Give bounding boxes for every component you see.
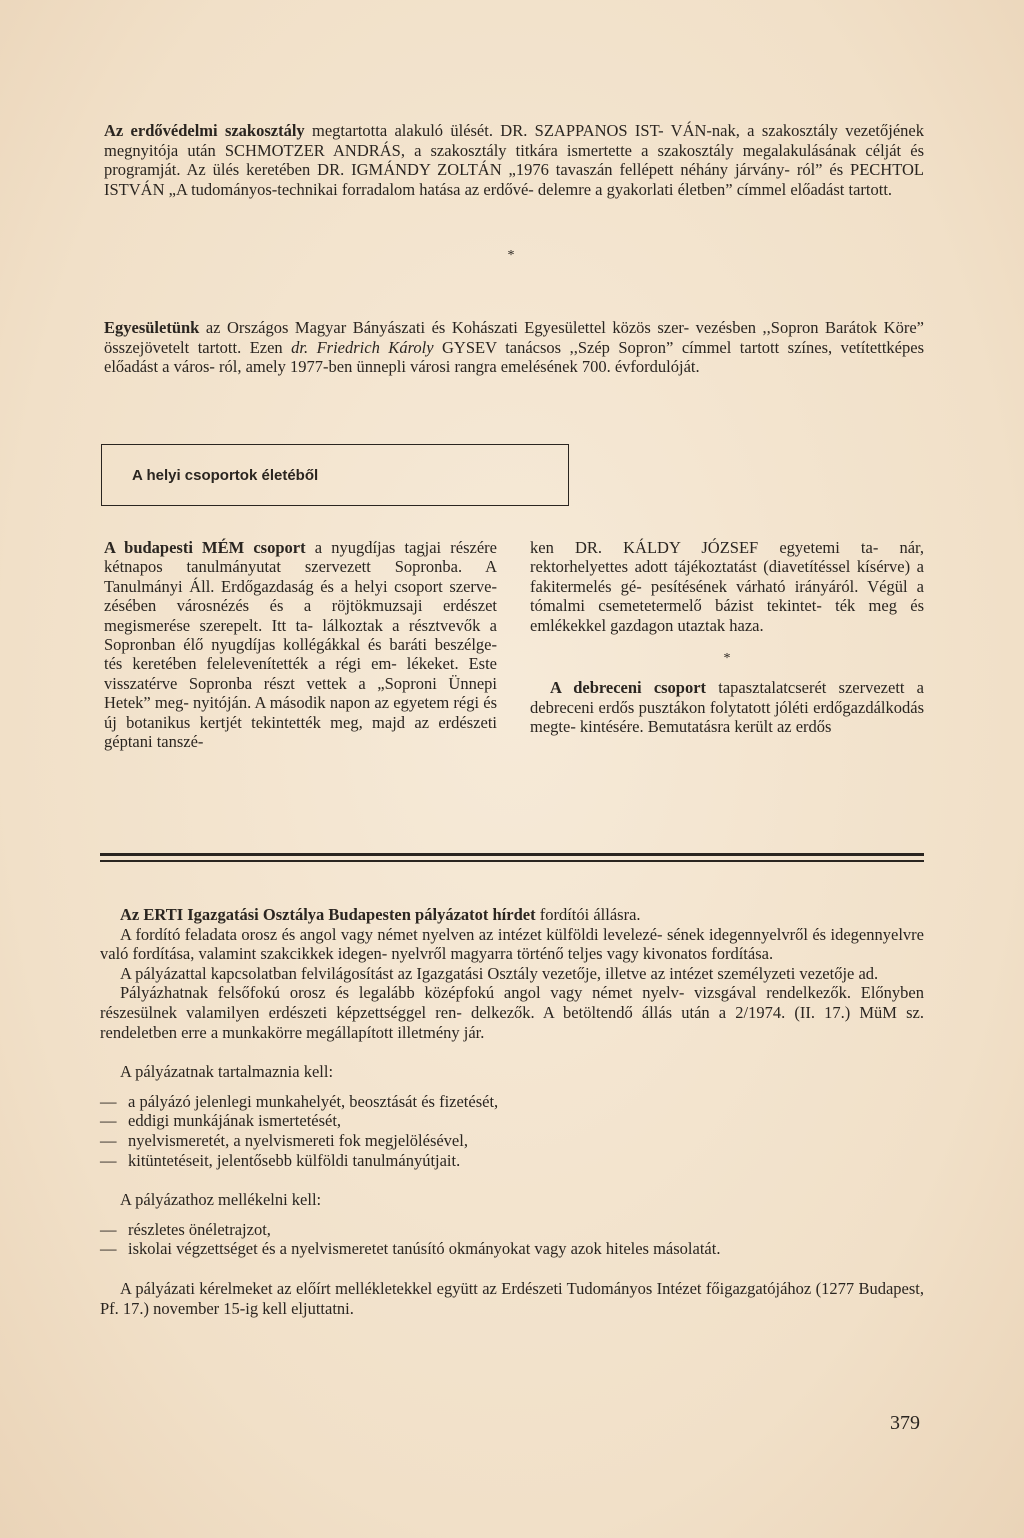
column-right [530, 538, 924, 737]
list-item [100, 1131, 924, 1151]
paragraph-association-event [104, 318, 924, 377]
list-item-text: iskolai végzettséget és a nyelvismeretet tanúsító okmányokat vagy azok hiteles másolatát. [128, 1239, 721, 1259]
section-text: az Országos Magyar Bányászati és Kohászati Egyesülettel közös szer- vezésben ,,Sopron Barátok Köre” összejövetelt tartott. Ezen [104, 318, 924, 357]
group-name-bold: A debreceni csoport [550, 678, 707, 698]
dash-marker: — [100, 1219, 117, 1239]
paragraph-forest-protection-section [104, 121, 924, 199]
section-heading-box [101, 444, 569, 506]
attachments-list [100, 1220, 924, 1259]
column-text: tapasztalatcserét szervezett a debreceni erdős pusztákon folytatott jóléti erdőgazdálkodás megte- kintésére. Bemutatásra került az erdős [530, 678, 924, 737]
announcement-paragraph: Pályázhatnak felsőfokú orosz és legalább középfokú angol vagy német nyelv- vizsgával rendelkezők. Előnyben részesülnek valamilyen erdészeti képzettséggel ren- delkezők. A betöltendő állás után a 2/1974. (II. 17.) MüM sz. rendeletben erre a munkakörre megállapított illetmény jár. [100, 983, 924, 1042]
list-item [100, 1220, 924, 1240]
announcement-paragraph: A pályázattal kapcsolatban felvilágosítást az Igazgatási Osztály vezetője, illetve az intézet személyzeti vezetője ad. [120, 963, 879, 983]
dash-marker: — [100, 1091, 117, 1111]
announcement-lead [100, 905, 924, 925]
column-text: a nyugdíjas tagjai részére kétnapos tanulmányutat szervezett Sopronba. A Tanulmányi Áll. Erdőgazdaság és a helyi csoport szerve- zésében városnézés és a röjtökmuzsaji erdészet megismerése szerepelt. Itt ta- lálkoztak a résztvevők a Sopronban élő nyugdíjas kollégákkal és baráti beszélge- tés keretében felelevenítették a régi em- lékeket. Este visszatérve Sopronba részt vettek a „Soproni Ünnepi Hetek” meg- nyitóján. A második napon az egyetem régi és új botanikus kertjét tekintették meg, majd az erdészeti géptani tanszé- [104, 538, 497, 752]
section-lead-bold: Az erdővédelmi szakosztály [104, 121, 305, 140]
column-text: ken DR. KÁLDY JÓZSEF egyetemi ta- nár, rektorhelyettes adott tájékoztatást (diavetítéssel kísérve) a fakitermelés gé- pesítésének várható irányáról. Végül a tómalmi csemetetermelő bázist tekintet- ték meg és emlékekkel gazdagon utaztak haza. [530, 538, 924, 635]
divider-rule-top [100, 853, 924, 856]
section-lead-bold: Egyesületünk [104, 318, 200, 337]
dash-marker: — [100, 1130, 117, 1150]
divider-rule-bottom [100, 860, 924, 862]
dash-marker: — [100, 1239, 117, 1259]
list-item-text: nyelvismeretét, a nyelvismereti fok megjelölésével, [128, 1130, 468, 1150]
separator-star: * [723, 651, 731, 667]
announcement-lead-rest: fordítói állásra. [535, 905, 641, 924]
announcement [100, 905, 924, 1318]
closing-paragraph: A pályázati kérelmeket az előírt mellékletekkel együtt az Erdészeti Tudományos Intézet főigazgatójához (1277 Budapest, Pf. 17.) november 15-ig kell eljuttatni. [100, 1278, 924, 1318]
list-item [100, 1111, 924, 1131]
group-name-bold: A budapesti MÉM csoport [104, 538, 306, 557]
requirements-heading: A pályázatnak tartalmaznia kell: [120, 1062, 334, 1082]
section-heading: A helyi csoportok életéből [132, 467, 319, 484]
list-item [100, 1151, 924, 1171]
dash-marker: — [100, 1111, 117, 1131]
announcement-lead-bold: Az ERTI Igazgatási Osztálya Budapesten pályázatot hírdet [120, 905, 536, 924]
attachments-heading: A pályázathoz mellékelni kell: [120, 1190, 322, 1210]
separator-star: * [507, 248, 515, 263]
page-number: 379 [890, 1412, 920, 1434]
list-item-text: részletes önéletrajzot, [128, 1219, 271, 1239]
column-paragraph [530, 678, 924, 736]
section-text: megtartotta alakuló ülését. DR. SZAPPANOS IST- VÁN-nak, a szakosztály vezetőjének megnyitója után SCHMOTZER ANDRÁS, a szakosztály titkára ismertette a szakosztály megalakulásának célját és programját. Az ülés keretében DR. IGMÁNDY ZOLTÁN „1976 tavaszán fellépett néhány járvány- ról” és PECHTOL ISTVÁN „A tudományos-technikai forradalom hatása az erdővé- delemre a gyakorlati életben” címmel előadást tartott. [104, 121, 924, 199]
section-text: GYSEV tanácsos ,,Szép Sopron” címmel tartott színes, vetítettképes előadást a város- ról, amely 1977-ben ünnepli városi rangra emelésének 700. évfordulóját. [104, 337, 924, 377]
requirements-list [100, 1092, 924, 1170]
dash-marker: — [100, 1150, 117, 1170]
list-item [100, 1239, 924, 1259]
announcement-paragraph: A fordító feladata orosz és angol vagy német nyelven az intézet külföldi levelezé- sének idegennyelvről és idegennyelvre való fordítása, valamint szakcikkek idegen- nyelvről magyarra történő teljes vagy kivonatos fordítása. [100, 924, 924, 964]
list-item-text: eddigi munkájának ismertetését, [128, 1111, 342, 1131]
list-item-text: kitüntetéseit, jelentősebb külföldi tanulmányútjait. [128, 1150, 461, 1170]
list-item [100, 1092, 924, 1112]
speaker-name: dr. Friedrich Károly [291, 337, 434, 357]
list-item-text: a pályázó jelenlegi munkahelyét, beosztását és fizetését, [128, 1091, 499, 1111]
column-left [104, 538, 497, 751]
